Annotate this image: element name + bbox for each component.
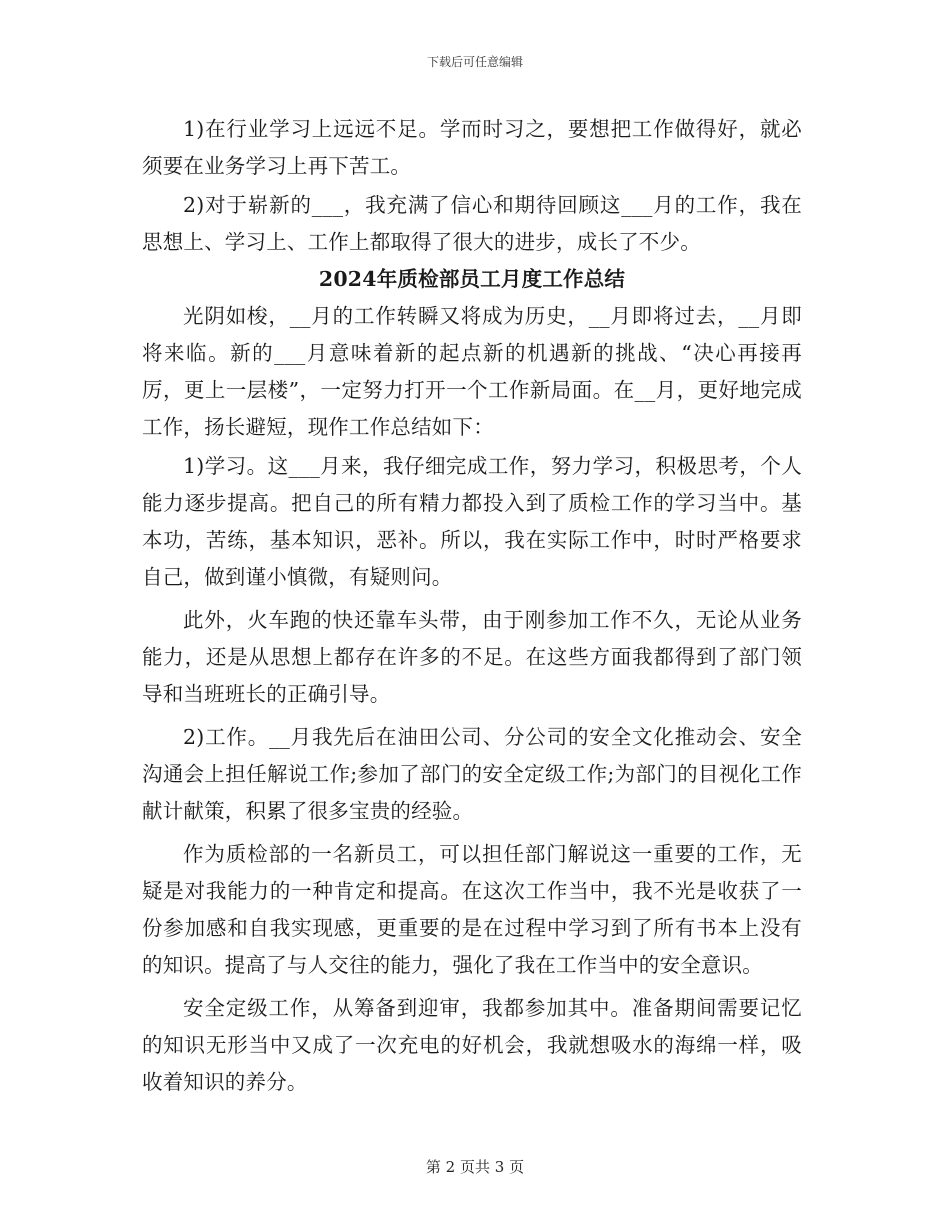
document-body — [142, 111, 802, 1101]
page-number: 第 2 页共 3 页 — [425, 1158, 525, 1176]
paragraph-2: 2)对于崭新的___，我充满了信心和期待回顾这___月的工作，我在思想上、学习上、工作上都取得了很大的进步，成长了不少。 — [142, 193, 802, 254]
paragraph-7: 作为质检部的一名新员工，可以担任部门解说这一重要的工作，无疑是对我能力的一种肯定和提高。在这次工作当中，我不光是收获了一份参加感和自我实现感，更重要的是在过程中学习到了所有书本上没有的知识。提高了与人交往的能力，强化了我在工作当中的安全意识。 — [142, 842, 802, 977]
page-header-note: 下载后可任意编辑 — [426, 55, 523, 69]
section-title: 2024年质检部员工月度工作总结 — [318, 267, 626, 291]
paragraph-5: 此外，火车跑的快还靠车头带，由于刚参加工作不久，无论从业务能力，还是从思想上都存在许多的不足。在这些方面我都得到了部门领导和当班班长的正确引导。 — [142, 608, 802, 706]
paragraph-8: 安全定级工作，从筹备到迎审，我都参加其中。准备期间需要记忆的知识无形当中又成了一次充电的好机会，我就想吸水的海绵一样，吸收着知识的养分。 — [142, 996, 802, 1094]
paragraph-6: 2)工作。__月我先后在油田公司、分公司的安全文化推动会、安全沟通会上担任解说工作;参加了部门的安全定级工作;为部门的目视化工作献计献策，积累了很多宝贵的经验。 — [142, 725, 802, 823]
paragraph-1: 1)在行业学习上远远不足。学而时习之，要想把工作做得好，就必须要在业务学习上再下苦工。 — [142, 117, 802, 178]
paragraph-3: 光阴如梭，__月的工作转瞬又将成为历史，__月即将过去，__月即将来临。新的___月意味着新的起点新的机遇新的挑战、“决心再接再厉，更上一层楼”，一定努力打开一个工作新局面。在__月，更好地完成工作，扬长避短，现作工作总结如下： — [142, 304, 802, 439]
paragraph-4: 1)学习。这___月来，我仔细完成工作，努力学习，积极思考，个人能力逐步提高。把自己的所有精力都投入到了质检工作的学习当中。基本功，苦练，基本知识，恶补。所以，我在实际工作中，时时严格要求自己，做到谨小慎微，有疑则问。 — [142, 454, 802, 589]
